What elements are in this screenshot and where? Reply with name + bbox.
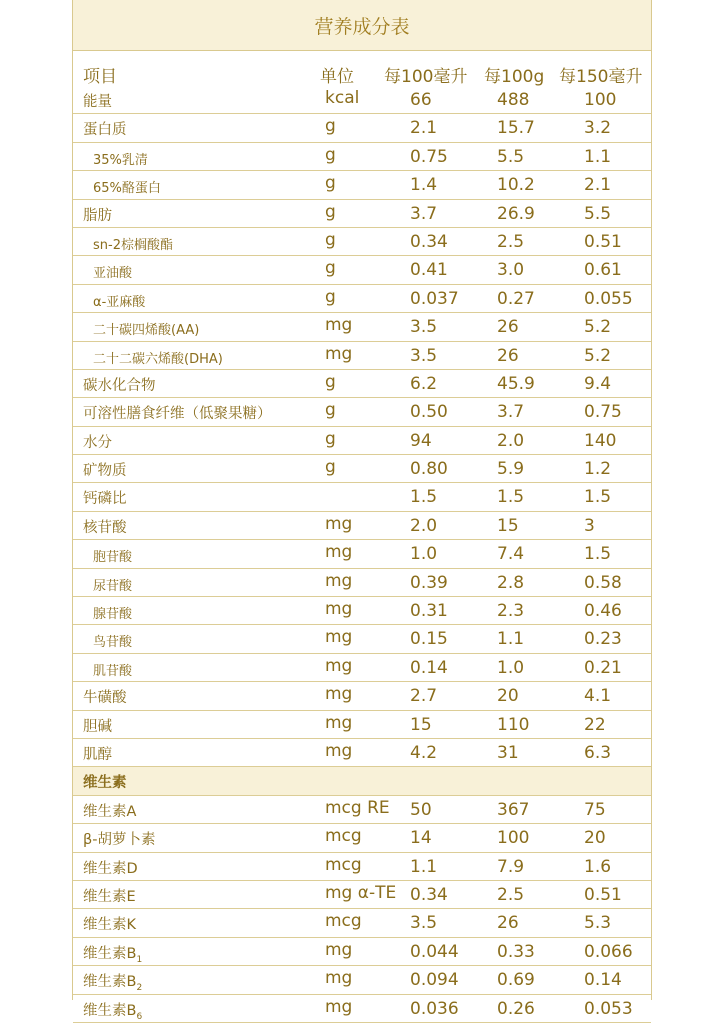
row-name-text: 可溶性膳食纤维（低聚果糖） [83,406,272,423]
row-unit: mg [325,684,353,705]
table-row [73,483,651,511]
table-row [73,370,651,398]
row-name-text: 水分 [83,434,112,451]
row-per-100g: 1.5 [497,487,525,508]
row-unit: mg [325,655,353,676]
row-per-150ml: 1.5 [584,487,612,508]
row-per-100ml: 6.2 [410,373,438,394]
row-per-150ml: 0.066 [584,941,633,962]
table-row [73,200,651,228]
row-name-text: 35%乳清 [93,152,148,168]
row-per-100g: 488 [497,90,530,110]
row-name-subscript: 1 [136,954,143,965]
row-per-100g: 7.9 [497,856,525,877]
row-per-150ml: 5.5 [584,203,612,224]
row-per-100ml: 0.75 [410,146,448,167]
row-per-150ml: 140 [584,430,617,451]
row-name-text: 维生素 [83,775,127,792]
row-per-100g: 0.69 [497,970,535,991]
row-per-150ml: 0.51 [584,231,622,252]
table-row [73,398,651,426]
row-name-text: sn-2棕榈酸酯 [93,237,173,253]
row-per-100ml: 2.0 [410,515,438,536]
row-name [83,800,136,821]
table-title: 营养成分表 [73,0,651,51]
row-name-text: 维生素B [83,974,137,991]
row-per-100ml: 2.1 [410,118,438,139]
table-row [73,853,651,881]
row-name-text: 胞苷酸 [93,550,133,566]
header-per-150ml: 每150毫升 [559,67,643,87]
row-name [93,234,173,253]
row-per-100ml: 0.044 [410,941,459,962]
table-row [73,427,651,455]
row-per-100g: 2.3 [497,601,525,622]
row-unit: mg [325,542,353,563]
row-per-100ml: 94 [410,430,432,451]
row-unit: mg [325,513,353,534]
row-name [83,487,127,508]
row-per-100ml: 1.4 [410,175,438,196]
row-per-150ml: 5.2 [584,345,612,366]
row-per-150ml: 20 [584,828,606,849]
row-per-100g: 2.8 [497,572,525,593]
row-per-100g: 367 [497,799,530,820]
row-per-100ml: 4.2 [410,742,438,763]
row-per-100g: 2.5 [497,231,525,252]
table-row [73,171,651,199]
row-name-text: 能量 [83,94,112,110]
row-per-100ml: 0.39 [410,572,448,593]
row-name-text: 核苷酸 [83,519,127,536]
row-per-150ml: 0.23 [584,629,622,650]
row-unit: mg [325,968,353,989]
row-name [83,885,136,906]
row-name [83,686,127,707]
row-unit: g [325,229,336,250]
row-per-150ml: 0.46 [584,601,622,622]
row-name [93,660,132,679]
row-unit: mg α-TE [325,882,397,903]
row-per-150ml: 0.51 [584,884,622,905]
header-per-100ml: 每100毫升 [384,67,468,87]
row-name [93,603,132,622]
row-name [93,575,132,594]
row-per-100ml: 0.037 [410,288,459,309]
row-per-100g: 26 [497,345,519,366]
row-name-text: 矿物质 [83,463,127,480]
row-name [83,374,156,395]
row-name-text: 尿苷酸 [93,578,133,594]
table-row [73,143,651,171]
row-name [93,262,132,281]
row-per-100g: 26 [497,913,519,934]
row-name [83,970,142,993]
table-row [73,455,651,483]
table-row [73,682,651,710]
row-per-150ml: 0.053 [584,998,633,1019]
row-per-100ml: 0.094 [410,970,459,991]
row-per-100ml: 3.5 [410,913,438,934]
row-per-100g: 10.2 [497,175,535,196]
row-per-100g: 5.9 [497,459,525,480]
row-name-text: 脂肪 [83,207,112,224]
table-row [73,938,651,966]
table-row [73,881,651,909]
row-unit: g [325,258,336,279]
row-name-text: α-亚麻酸 [93,294,146,310]
row-per-100ml: 0.50 [410,402,448,423]
table-row [73,512,651,540]
row-name [93,177,161,196]
row-name-text: 维生素A [83,803,137,820]
row-per-100g: 26 [497,317,519,338]
table-body [73,86,651,1023]
row-name [93,631,132,650]
table-row [73,86,651,114]
row-name-text: 亚油酸 [93,266,133,282]
row-name [83,857,138,878]
table-row [73,966,651,994]
row-name [83,459,127,480]
row-per-100ml: 0.80 [410,459,448,480]
row-unit: g [325,400,336,421]
row-name-text: 胆碱 [83,718,112,735]
header-unit: 单位 [320,67,354,87]
row-per-100ml: 66 [410,90,432,110]
row-name [83,431,112,452]
row-name [83,999,142,1022]
table-row [73,909,651,937]
table-row [73,569,651,597]
row-name [83,516,127,537]
row-name [83,715,112,736]
row-name-text: 65%酪蛋白 [93,181,161,197]
row-name [83,913,136,934]
table-row [73,824,651,852]
row-per-100g: 7.4 [497,544,525,565]
table-row [73,228,651,256]
row-name-text: β-胡萝卜素 [83,832,156,849]
row-per-100ml: 0.036 [410,998,459,1019]
row-per-150ml: 2.1 [584,175,612,196]
row-name-text: 牛磺酸 [83,690,127,707]
row-per-100g: 0.33 [497,941,535,962]
header-item: 项目 [83,67,117,87]
row-name-text: 维生素B [83,1002,137,1019]
row-per-100ml: 3.5 [410,317,438,338]
section-row [73,767,651,795]
row-per-150ml: 3.2 [584,118,612,139]
row-unit: mg [325,343,353,364]
row-per-100ml: 0.15 [410,629,448,650]
row-per-150ml: 6.3 [584,742,612,763]
row-per-100ml: 2.7 [410,686,438,707]
table-row [73,540,651,568]
row-unit: g [325,116,336,137]
row-unit: mcg [325,854,362,875]
row-per-100ml: 0.14 [410,657,448,678]
row-unit: g [325,286,336,307]
row-per-100ml: 0.31 [410,601,448,622]
row-per-150ml: 0.61 [584,260,622,281]
nutrition-table [72,0,652,1022]
row-per-150ml: 3 [584,515,595,536]
row-per-100g: 3.7 [497,402,525,423]
table-row [73,597,651,625]
row-unit: g [325,173,336,194]
row-per-100g: 20 [497,686,519,707]
row-per-150ml: 1.5 [584,544,612,565]
table-row [73,654,651,682]
row-unit: mg [325,996,353,1017]
row-per-100g: 3.0 [497,260,525,281]
row-per-100ml: 14 [410,828,432,849]
row-unit: mcg [325,826,362,847]
row-name [93,291,145,310]
row-per-150ml: 0.21 [584,657,622,678]
row-unit: mg [325,627,353,648]
row-unit: mg [325,939,353,960]
row-unit: mg [325,599,353,620]
row-per-150ml: 0.75 [584,402,622,423]
row-per-100g: 15 [497,515,519,536]
row-per-150ml: 5.3 [584,913,612,934]
row-per-100ml: 0.34 [410,231,448,252]
row-per-150ml: 0.58 [584,572,622,593]
header-per-100g: 每100g [484,67,545,87]
row-per-100g: 1.1 [497,629,525,650]
row-name-text: 二十二碳六烯酸(DHA) [93,351,223,367]
row-per-100g: 5.5 [497,146,525,167]
row-per-150ml: 1.1 [584,146,612,167]
row-name [93,348,223,367]
row-per-150ml: 100 [584,90,617,110]
row-name [93,546,132,565]
row-per-100ml: 3.5 [410,345,438,366]
row-name [83,204,112,225]
table-row [73,995,651,1023]
row-per-100ml: 15 [410,714,432,735]
table-row [73,796,651,824]
row-name-subscript: 6 [136,1011,143,1022]
row-name [83,90,112,111]
row-name [83,942,142,965]
row-per-100ml: 0.41 [410,260,448,281]
row-unit: mcg [325,911,362,932]
row-name-text: 二十碳四烯酸(AA) [93,323,200,339]
row-name-text: 蛋白质 [83,122,127,139]
row-name [83,118,127,139]
row-unit: g [325,371,336,392]
row-unit: g [325,428,336,449]
row-per-150ml: 1.6 [584,856,612,877]
row-name-text: 维生素D [83,860,138,877]
row-unit: kcal [325,88,360,108]
row-name [83,402,272,423]
row-name-text: 腺苷酸 [93,607,133,623]
row-unit: g [325,144,336,165]
row-per-100g: 100 [497,828,530,849]
row-unit: mcg RE [325,797,390,818]
row-name-text: 肌醇 [83,746,112,763]
row-name [83,771,127,792]
row-per-100g: 0.26 [497,998,535,1019]
table-row [73,313,651,341]
row-per-100g: 0.27 [497,288,535,309]
row-per-100ml: 0.34 [410,884,448,905]
row-name-text: 维生素E [83,888,136,905]
row-per-150ml: 75 [584,799,606,820]
row-per-150ml: 1.2 [584,459,612,480]
table-row [73,625,651,653]
row-name [93,319,199,338]
row-per-100ml: 50 [410,799,432,820]
row-name-text: 维生素K [83,917,137,934]
row-per-100g: 45.9 [497,373,535,394]
row-per-100g: 31 [497,742,519,763]
row-per-150ml: 4.1 [584,686,612,707]
table-row [73,711,651,739]
table-row [73,342,651,370]
row-per-100ml: 1.1 [410,856,438,877]
row-per-150ml: 9.4 [584,373,612,394]
row-per-150ml: 0.055 [584,288,633,309]
row-unit: g [325,201,336,222]
row-unit: g [325,457,336,478]
row-unit: mg [325,315,353,336]
row-per-100ml: 1.5 [410,487,438,508]
row-per-100g: 1.0 [497,657,525,678]
row-name-text: 钙磷比 [83,491,127,508]
row-unit: mg [325,712,353,733]
row-per-100ml: 3.7 [410,203,438,224]
row-name [93,149,148,168]
row-per-100ml: 1.0 [410,544,438,565]
row-name [83,743,112,764]
row-per-100g: 26.9 [497,203,535,224]
row-per-150ml: 0.14 [584,970,622,991]
row-per-100g: 15.7 [497,118,535,139]
row-per-150ml: 22 [584,714,606,735]
row-per-100g: 110 [497,714,530,735]
table-row [73,114,651,142]
row-name-text: 肌苷酸 [93,663,133,679]
table-row [73,739,651,767]
table-header-row [73,60,651,86]
table-row [73,285,651,313]
row-unit: mg [325,740,353,761]
row-per-100g: 2.0 [497,430,525,451]
row-name-subscript: 2 [136,983,143,993]
row-name-text: 碳水化合物 [83,377,156,394]
table-row [73,256,651,284]
row-name-text: 维生素B [83,945,137,962]
row-name-text: 鸟苷酸 [93,635,133,651]
row-unit: mg [325,570,353,591]
row-name [83,828,156,849]
row-per-100g: 2.5 [497,884,525,905]
row-per-150ml: 5.2 [584,317,612,338]
